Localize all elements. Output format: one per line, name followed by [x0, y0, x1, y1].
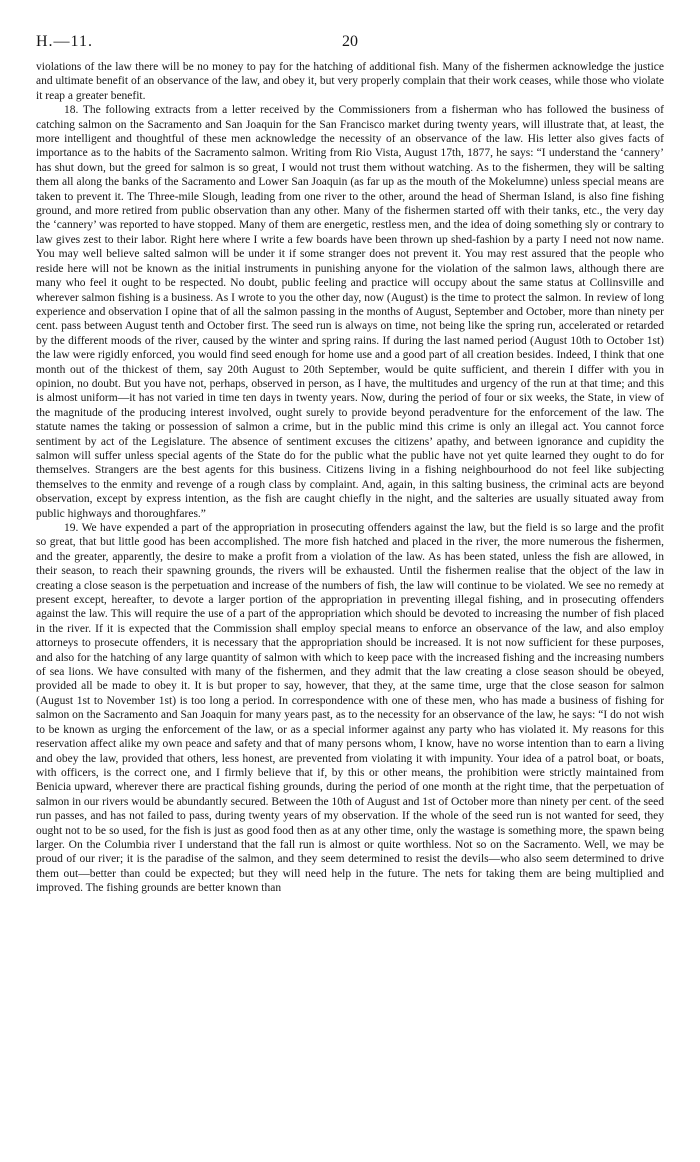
page-header	[36, 30, 664, 60]
paragraph-continuation: violations of the law there will be no money to pay for the hatching of additional fish. Many of the fishermen acknowledge the justice and ultimate benefit of an observance of the law, and obey it, but very properly complain that their work ceases, while those who violate it reap a greater benefit.	[36, 61, 664, 102]
document-reference: H.—11.	[36, 33, 93, 50]
body-text	[36, 60, 664, 896]
paragraph-18: 18. The following extracts from a letter received by the Commissioners from a fisherman who has followed the business of catching salmon on the Sacramento and San Joaquin for the San Francisco market during twenty years, will illustrate that, at least, the more intelligent and thoughtful of these men acknowledge the necessity of an observance of the law. His letter also gives facts of importance as to the habits of the Sacramento salmon. Writing from Rio Vista, August 17th, 1877, he says: “I understand the ‘cannery’ has shut down, but the greed for salmon is so great, I would not trust them without watching. As to the fishermen, they will be salting them all along the banks of the Sacramento and Lower San Joaquin (as far up as the mouth of the Mokelumne) unless special means are taken to prevent it. The Three-mile Slough, leading from one river to the other, around the head of Sherman Island, is also fine fishing ground, and more retired from public observation than any other. Many of the fishermen started off with their tanks, etc., the very day the ‘cannery’ was reported to have stopped. Many of them are energetic, restless men, and the idea of doing something sly or contrary to law gives zest to their labor. Right here where I write a few boards have been thrown up shed-fashion by a party I need not now name. You may well believe salted salmon will be under it if some stranger does not prevent it. You may rest assured that the people who reside here will not be known as the initial instruments in punishing anyone for the violation of the salmon laws, although there are many who feel it ought to be respected. No doubt, public feeling and practice will occupy about the same status at Collinsville and wherever salmon fishing is a business. As I wrote to you the other day, now (August) is the time to protect the salmon. In review of long experience and observation I opine that of all the salmon passing in the months of August, September and October, more than ninety per cent. pass between August tenth and October first. The seed run is always on time, not being like the spring run, accelerated or retarded by the different moods of the river, caused by the winter and spring rains. If during the last named period (August 10th to October 1st) the law were rigidly enforced, you would find seed enough for home use and a good part of all creation besides. Indeed, I think that one month out of the thickest of them, say 20th August to 20th September, would be quite sufficient, and therein I differ with you in opinion, no doubt. But you have not, perhaps, observed in person, as I have, the multitudes and urgency of the run at that time; and this is almost uniform—it has not varied in time ten days in twenty years. Now, during the period of four or six weeks, the State, in view of the magnitude of the producing interest involved, ought surely to provide beyond peradventure for the enforcement of the law. The statute names the taking or possession of salmon a crime, but in the public mind this crime is only an illegal act. You cannot force sentiment by act of the Legislature. The absence of sentiment excuses the citizens’ apathy, and between ignorance and cupidity the salmon will suffer unless special agents of the State do for the public what the public have not yet quite learned they ought to do for themselves. Strangers are the best agents for this business. Citizens living in a fishing neighbourhood do not feel like subjecting themselves to the enmity and revenge of a rough class by complaint. And, again, in this salting business, the criminal acts are beyond observation, except by express intention, as the fish are caught chiefly in the night, and the salteries are usually situated away from public highways and thoroughfares.”	[36, 104, 664, 520]
paragraph-19: 19. We have expended a part of the appropriation in prosecuting offenders against the law, but the field is so large and the profit so great, that but little good has been accomplished. The more fish hatched and placed in the river, the more numerous the fishermen, and the greater, apparently, the desire to make a profit from a violation of the law. As has been stated, unless the fish are allowed, in their season, to reach their spawning grounds, the rivers will be exhausted. Until the fishermen realise that the object of the law in creating a close season is the perpetuation and increase of the numbers of fish, the law will continue to be violated. We see no remedy at present except, hereafter, to devote a larger portion of the appropriation in preventing illegal fishing, and in prosecuting offenders against the law. This will require the use of a part of the appropriation which should be devoted to increasing the number of fish placed in the river. If it is expected that the Commission shall employ special means to enforce an observance of the law, and also employ attorneys to prosecute offenders, it is necessary that the appropriation should be increased. It is not now sufficient for these purposes, and also for the hatching of any large quantity of salmon with which to keep pace with the increased fishing and the increasing numbers of sea lions. We have consulted with many of the fishermen, and they admit that the law creating a close season should be obeyed, provided all be made to obey it. It is but proper to say, however, that they, at the same time, urge that the close season for salmon (August 1st to November 1st) is too long a period. In correspondence with one of these men, who has made a business of fishing for salmon on the Sacramento and San Joaquin for many years past, as to the necessity for an observance of the law, he says: “I do not wish to be known as urging the enforcement of the law, or as a special informer against any party who has violated it. My reasons for this reservation affect alike my own peace and safety and that of many persons whom, I know, have no worse intention than to earn a living and obey the law, provided that others, less honest, are prevented from violating it with impunity. Your idea of a patrol boat, or boats, with officers, is the correct one, and I firmly believe that if, by this or other means, the prohibition were strictly maintained from Benicia upward, wherever there are practical fishing grounds, during the period of one month at the right time, that the perpetuation of salmon in our rivers would be abundantly secured. Between the 10th of August and 1st of October more than ninety per cent. of the seed run passes, and has not failed to pass, during twenty years of my observation. If the whole of the seed run is not wanted for seed, they ought not to be so used, for the fish is just as good food then as at any other time, only the wastage is something more, the spawn being larger. On the Columbia river I understand that the fall run is almost or quite worthless. Not so on the Sacramento. Well, we may be proud of our river; it is the paradise of the salmon, and they seem determined to resist the devils—who also seem determined to drive them out—better than could be expected; but they will need help in the future. The nets for taking them are being multiplied and improved. The fishing grounds are better known than	[36, 522, 664, 895]
page-number: 20	[342, 33, 358, 50]
